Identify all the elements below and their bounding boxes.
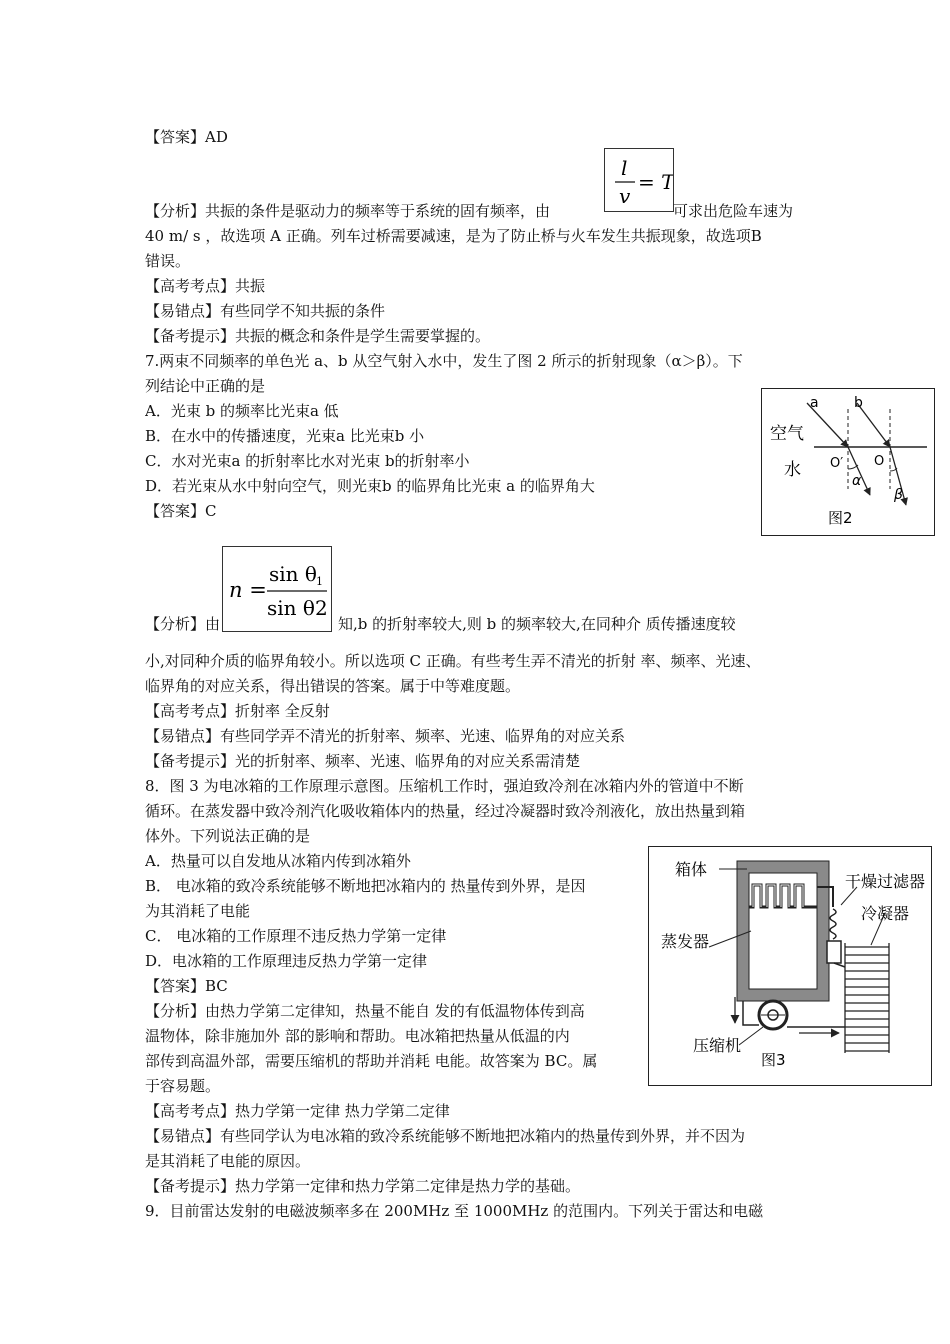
fig2-air-label: 空气 [770,424,804,444]
q7-analysis-line-1b: 知,b 的折射率较大,则 b 的频率较大,在同种介 质传播速度较 [338,615,736,633]
fig2-ray-b-label: b [854,395,863,411]
fig2-caption: 图2 [828,509,853,527]
q6-prep-tip: 【备考提示】共振的概念和条件是学生需要掌握的。 [145,327,491,345]
q8-option-c: C． 电冰箱的工作原理不违反热力学第一定律 [145,927,447,945]
fig2-angle-alpha: α [852,473,862,489]
q8-prep-tip: 【备考提示】热力学第一定律和热力学第二定律是热力学的基础。 [145,1177,581,1195]
q8-option-a: A．热量可以自发地从冰箱内传到冰箱外 [145,852,411,870]
q7-option-a: A．光束 b 的频率比光束a 低 [145,402,339,420]
q7-stem-line-1: 7.两束不同频率的单色光 a、b 从空气射入水中，发生了图 2 所示的折射现象（α＞β）。下 [145,352,743,370]
formula1-denominator: v [619,184,631,208]
q6-exam-point: 【高考考点】共振 [145,277,266,295]
q8-option-d: D．电冰箱的工作原理违反热力学第一定律 [145,952,428,970]
formula1-numerator: l [621,156,628,180]
fig3-caption: 图3 [761,1051,786,1069]
q7-option-b: B．在水中的传播速度，光束a 比光束b 小 [145,427,425,445]
figure-2-refraction [761,388,935,536]
fig2-point-o2: O [874,454,885,469]
q7-analysis-line-1a: 【分析】由 [145,615,221,633]
fig2-water-label: 水 [784,460,801,480]
fig3-filter-label: 干燥过滤器 [845,872,926,891]
q8-analysis-line-1: 【分析】由热力学第二定律知，热量不能自 发的有低温物体传到高 [145,1002,585,1020]
q6-mistake-point: 【易错点】有些同学不知共振的条件 [145,302,386,320]
q8-analysis-line-2: 温物体，除非施加外 部的影响和帮助。电冰箱把热量从低温的内 [145,1027,570,1045]
q7-prep-tip: 【备考提示】光的折射率、频率、光速、临界角的对应关系需清楚 [145,752,581,770]
q8-stem-line-2: 循环。在蒸发器中致冷剂汽化吸收箱体内的热量，经过冷凝器时致冷剂液化，放出热量到箱 [145,802,746,820]
q7-option-d: D．若光束从水中射向空气，则光束b 的临界角比光束 a 的临界角大 [145,477,595,495]
q6-analysis-line-2: 40 m/ s ，故选项 A 正确。列车过桥需要减速，是为了防止桥与火车发生共振现象，故选项B [145,227,762,245]
q6-answer: 【答案】AD [145,128,228,146]
formula2-denominator: sin θ2 [267,596,328,620]
q9-stem-line-1: 9．目前雷达发射的电磁波频率多在 200MHz 至 1000MHz 的范围内。下列关于雷达和电磁 [145,1202,764,1220]
formula2-lhs: n = [229,578,267,602]
fig3-evaporator-label: 蒸发器 [661,932,710,951]
q7-analysis-line-3: 临界角的对应关系，得出错误的答案。属于中等难度题。 [145,677,521,695]
q6-analysis-line-1a: 【分析】共振的条件是驱动力的频率等于系统的固有频率，由 [145,202,551,220]
q7-exam-point: 【高考考点】折射率 全反射 [145,702,330,720]
formula-refractive-index [222,546,332,632]
formula2-numerator-subscript: 1 [316,575,323,588]
formula1-rhs: = T [638,170,673,194]
fig3-compressor-label: 压缩机 [693,1036,742,1055]
q7-mistake-point: 【易错点】有些同学弄不清光的折射率、频率、光速、临界角的对应关系 [145,727,626,745]
fig3-condenser-label: 冷凝器 [861,904,910,923]
fig2-angle-beta: β [894,487,903,503]
figure-3-refrigerator [648,846,932,1086]
q8-answer: 【答案】BC [145,977,228,995]
q6-analysis-line-3: 错误。 [145,252,191,270]
q8-option-b-line-2: 为其消耗了电能 [145,902,251,920]
fig3-box-label: 箱体 [675,860,708,879]
q7-answer: 【答案】C [145,502,217,520]
q7-analysis-line-2: 小,对同种介质的临界角较小。所以选项 C 正确。有些考生弄不清光的折射 率、频率、光速、 [145,652,761,670]
q8-stem-line-3: 体外。下列说法正确的是 [145,827,311,845]
q8-exam-point: 【高考考点】热力学第一定律 热力学第二定律 [145,1102,450,1120]
q8-analysis-line-4: 于容易题。 [145,1077,221,1095]
q8-analysis-line-3: 部传到高温外部，需要压缩机的帮助并消耗 电能。故答案为 BC。属 [145,1052,598,1070]
formula2-numerator: sin θ [269,562,317,586]
q6-analysis-line-1b: 可求出危险车速为 [673,202,794,220]
q7-option-c: C．水对光束a 的折射率比水对光束 b的折射率小 [145,452,470,470]
q7-stem-line-2: 列结论中正确的是 [145,377,266,395]
q8-stem-line-1: 8．图 3 为电冰箱的工作原理示意图。压缩机工作时，强迫致冷剂在冰箱内外的管道中不断 [145,777,744,795]
formula-l-over-v-equals-t [604,148,674,212]
q8-mistake-line-2: 是其消耗了电能的原因。 [145,1152,311,1170]
fig2-ray-a-label: a [810,395,819,411]
q8-option-b-line-1: B． 电冰箱的致冷系统能够不断地把冰箱内的 热量传到外界，是因 [145,877,586,895]
q8-mistake-line-1: 【易错点】有些同学认为电冰箱的致冷系统能够不断地把冰箱内的热量传到外界，并不因为 [145,1127,746,1145]
fig2-point-o1: O′ [830,456,844,471]
